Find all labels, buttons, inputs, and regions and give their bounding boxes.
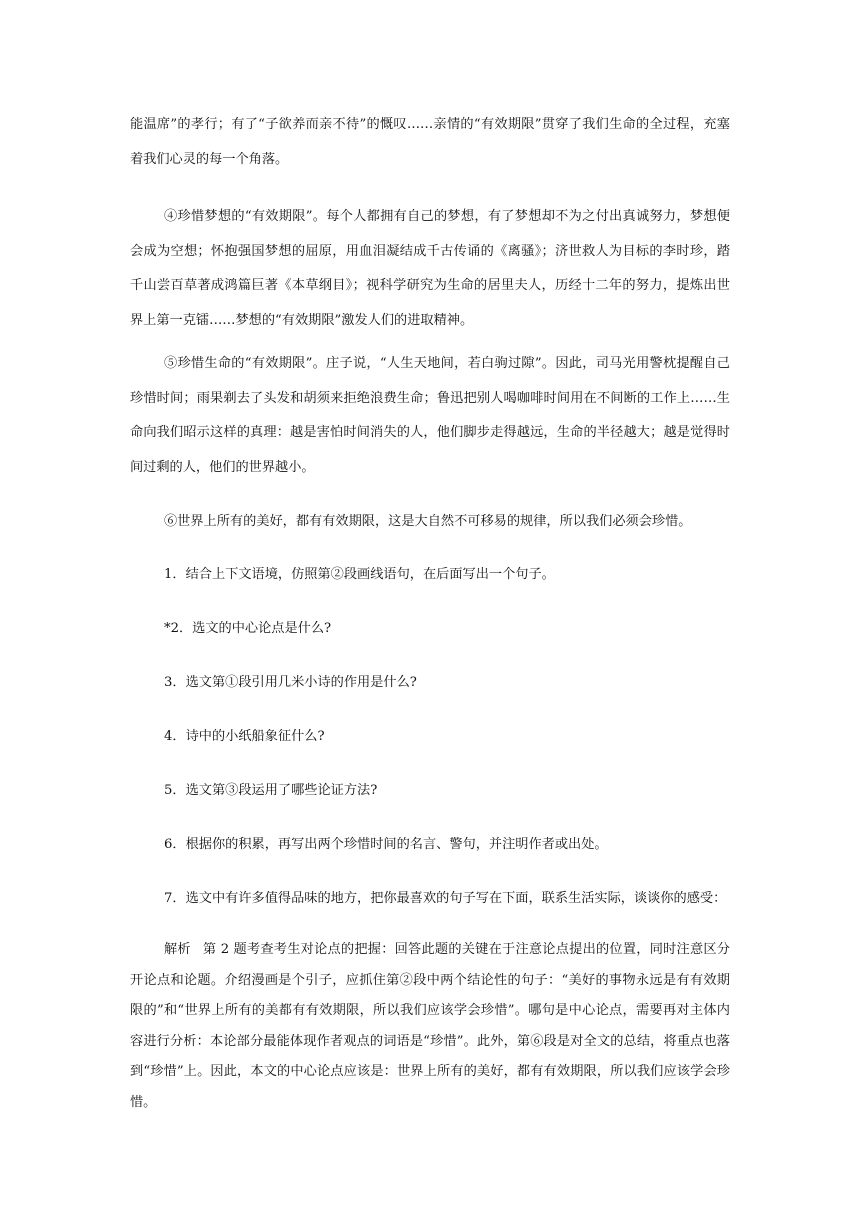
question-3: 3．选文第①段引用几米小诗的作用是什么? [164,675,417,690]
analysis-text: 第 2 题考查考生对论点的把握：回答此题的关键在于注意论点提出的位置，同时注意区分开论点和论题。介绍漫画是个引子，应抓住第②段中两个结论性的句子：“美好的事物永远是有有效期限的”和“世界上所有的美都有有效期限，所以我们应该学会珍惜”。哪句是中心论点，需要再对主体内容进行分析：本论部分最能体现作者观点的词语是“珍惜”。此外，第⑥段是对全文的总结，将重点也落到“珍惜”上。因此，本文的中心论点应该是：世界上所有的美好，都有有效期限，所以我们应该学会珍惜。 [130,942,730,1110]
passage-paragraph-6: ⑥世界上所有的美好，都有有效期限，这是大自然不可移易的规律，所以我们必须会珍惜。 [164,514,692,529]
question-6: 6．根据你的积累，再写出两个珍惜时间的名言、警句，并注明作者或出处。 [164,837,608,852]
analysis-section [130,935,730,1118]
passage-paragraph-continued: 能温席”的孝行；有了“子欲养而亲不待”的慨叹……亲情的“有效期限”贯穿了我们生命的全过程，充塞着我们心灵的每一个角落。 [130,117,730,167]
question-1: 1．结合上下文语境，仿照第②段画线语句，在后面写出一个句子。 [164,567,555,582]
passage-paragraph-4: ④珍惜梦想的“有效期限”。每个人都拥有自己的梦想，有了梦想却不为之付出真诚努力，梦想便会成为空想；怀抱强国梦想的屈原，用血泪凝结成千古传诵的《离骚》；济世救人为目标的李时珍，踏千山尝百草著成鸿篇巨著《本草纲目》；视科学研究为生命的居里夫人，历经十二年的努力，提炼出世界上第一克镭……梦想的“有效期限”激发人们的进取精神。 [130,209,730,328]
question-7: 7．选文中有许多值得品味的地方，把你最喜欢的句子写在下面，联系生活实际，谈谈你的感受： [164,891,727,906]
question-2: *2．选文的中心论点是什么? [164,621,332,636]
question-5: 5．选文第③段运用了哪些论证方法? [164,783,378,798]
analysis-label: 解析 [164,942,191,957]
passage-paragraph-5: ⑤珍惜生命的“有效期限”。庄子说，“人生天地间，若白驹过隙”。因此，司马光用警枕提醒自己珍惜时间；雨果剃去了头发和胡须来拒绝浪费生命；鲁迅把别人喝咖啡时间用在不间断的工作上……生命向我们昭示这样的真理：越是害怕时间消失的人，他们脚步走得越远，生命的半径越大；越是觉得时间过剩的人，他们的世界越小。 [130,356,730,475]
question-4: 4．诗中的小纸船象征什么? [164,729,325,744]
